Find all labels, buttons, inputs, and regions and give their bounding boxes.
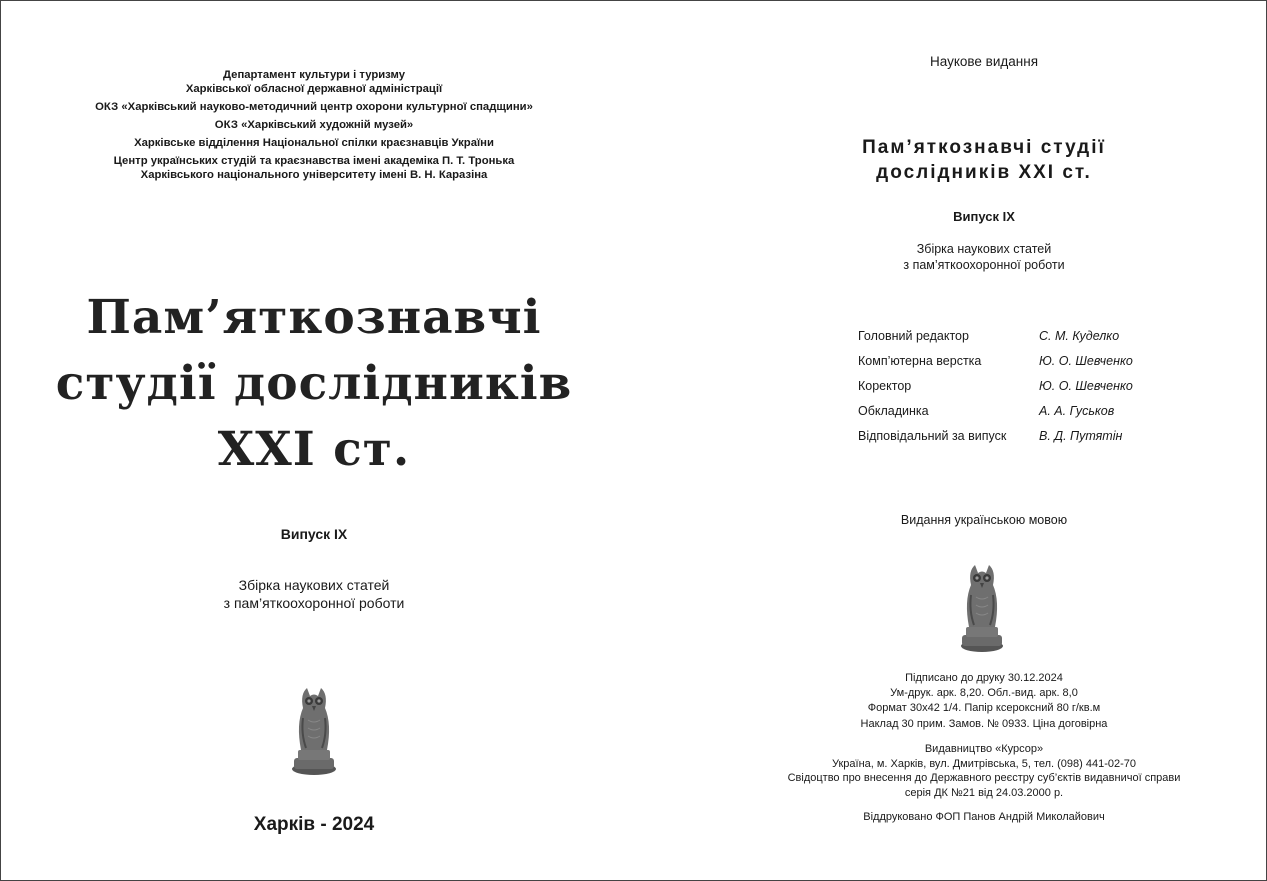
subtitle-line: Збірка наукових статей xyxy=(916,242,1052,256)
title-line: студії дослідників xyxy=(55,356,573,411)
organizations-block xyxy=(1,68,627,186)
print-detail-line: Ум-друк. арк. 8,20. Обл.-вид. арк. 8,0 xyxy=(890,687,1078,700)
org-line: Центр українських студій та краєзнавства імені академіка П. Т. Тронька xyxy=(113,155,515,167)
book-title xyxy=(1,285,627,483)
credit-role: Відповідальний за випуск xyxy=(858,429,1007,443)
collection-subtitle xyxy=(701,241,1267,273)
publisher-line: серія ДК №21 від 24.03.2000 р. xyxy=(904,786,1064,799)
print-detail-line: Наклад 30 прим. Замов. № 0933. Ціна договірна xyxy=(860,717,1108,730)
subtitle-line: з пам’яткоохоронної роботи xyxy=(223,595,405,611)
printer-info: Віддруковано ФОП Панов Андрій Миколайович xyxy=(863,811,1105,823)
credit-row xyxy=(858,329,1238,354)
organization xyxy=(1,118,627,132)
org-line: ОКЗ «Харківський науково-методичний центр охорони культурної спадщини» xyxy=(95,101,533,113)
print-details xyxy=(701,671,1267,732)
credit-name: В. Д. Путятін xyxy=(1039,429,1123,443)
credit-name: Ю. О. Шевченко xyxy=(1039,379,1133,393)
owl-sculpture-icon xyxy=(959,561,1005,653)
language-note: Видання українською мовою xyxy=(900,513,1068,527)
org-line: ОКЗ «Харківський художній музей» xyxy=(214,119,414,131)
issue-number: Випуск IX xyxy=(280,526,348,542)
publisher-line: Свідоцтво про внесення до Державного реєстру суб’єктів видавничої справи xyxy=(787,772,1181,784)
title-line: дослідників XXI ст. xyxy=(876,162,1092,183)
publisher-info xyxy=(701,742,1267,800)
title-line: Пам’яткознавчі xyxy=(86,290,542,345)
organization xyxy=(1,68,627,96)
organization xyxy=(1,136,627,150)
credit-name: А. А. Гуськов xyxy=(1039,404,1115,418)
publisher-line: Видавництво «Курсор» xyxy=(924,743,1044,755)
collection-subtitle xyxy=(1,576,627,612)
org-line: Департамент культури і туризму xyxy=(222,69,406,81)
credit-row xyxy=(858,354,1238,379)
credit-name: Ю. О. Шевченко xyxy=(1039,354,1133,368)
credit-row xyxy=(858,429,1238,454)
credit-name: С. М. Куделко xyxy=(1039,329,1120,343)
title-line: Пам’яткознавчі студії xyxy=(862,137,1106,158)
credit-row xyxy=(858,379,1238,404)
book-title-small xyxy=(701,135,1267,185)
credit-role: Комп’ютерна верстка xyxy=(858,354,982,368)
org-line: Харківської обласної державної адміністрації xyxy=(185,83,443,95)
subtitle-line: Збірка наукових статей xyxy=(238,577,390,593)
print-detail-line: Підписано до друку 30.12.2024 xyxy=(905,672,1063,684)
credit-role: Обкладинка xyxy=(858,404,929,418)
edition-type: Наукове видання xyxy=(929,54,1039,69)
organization xyxy=(1,154,627,182)
org-line: Харківського національного університету імені В. Н. Каразіна xyxy=(140,169,488,181)
city-year: Харків - 2024 xyxy=(253,814,375,835)
title-page xyxy=(1,1,627,880)
title-line: XXI ст. xyxy=(217,422,411,477)
issue-number: Випуск IX xyxy=(953,209,1015,224)
owl-sculpture-icon xyxy=(289,684,339,776)
imprint-page xyxy=(701,1,1267,880)
print-detail-line: Формат 30х42 1/4. Папір ксероксний 80 г/кв.м xyxy=(867,702,1101,715)
subtitle-line: з пам’яткоохоронної роботи xyxy=(903,258,1065,272)
org-line: Харківське відділення Національної спілки краєзнавців України xyxy=(134,137,494,149)
credit-role: Коректор xyxy=(858,379,912,393)
publisher-line: Україна, м. Харків, вул. Дмитрівська, 5, тел. (098) 441-02-70 xyxy=(831,757,1137,770)
credit-row xyxy=(858,404,1238,429)
credits-list xyxy=(858,329,1238,454)
credit-role: Головний редактор xyxy=(858,329,969,343)
organization xyxy=(1,100,627,114)
